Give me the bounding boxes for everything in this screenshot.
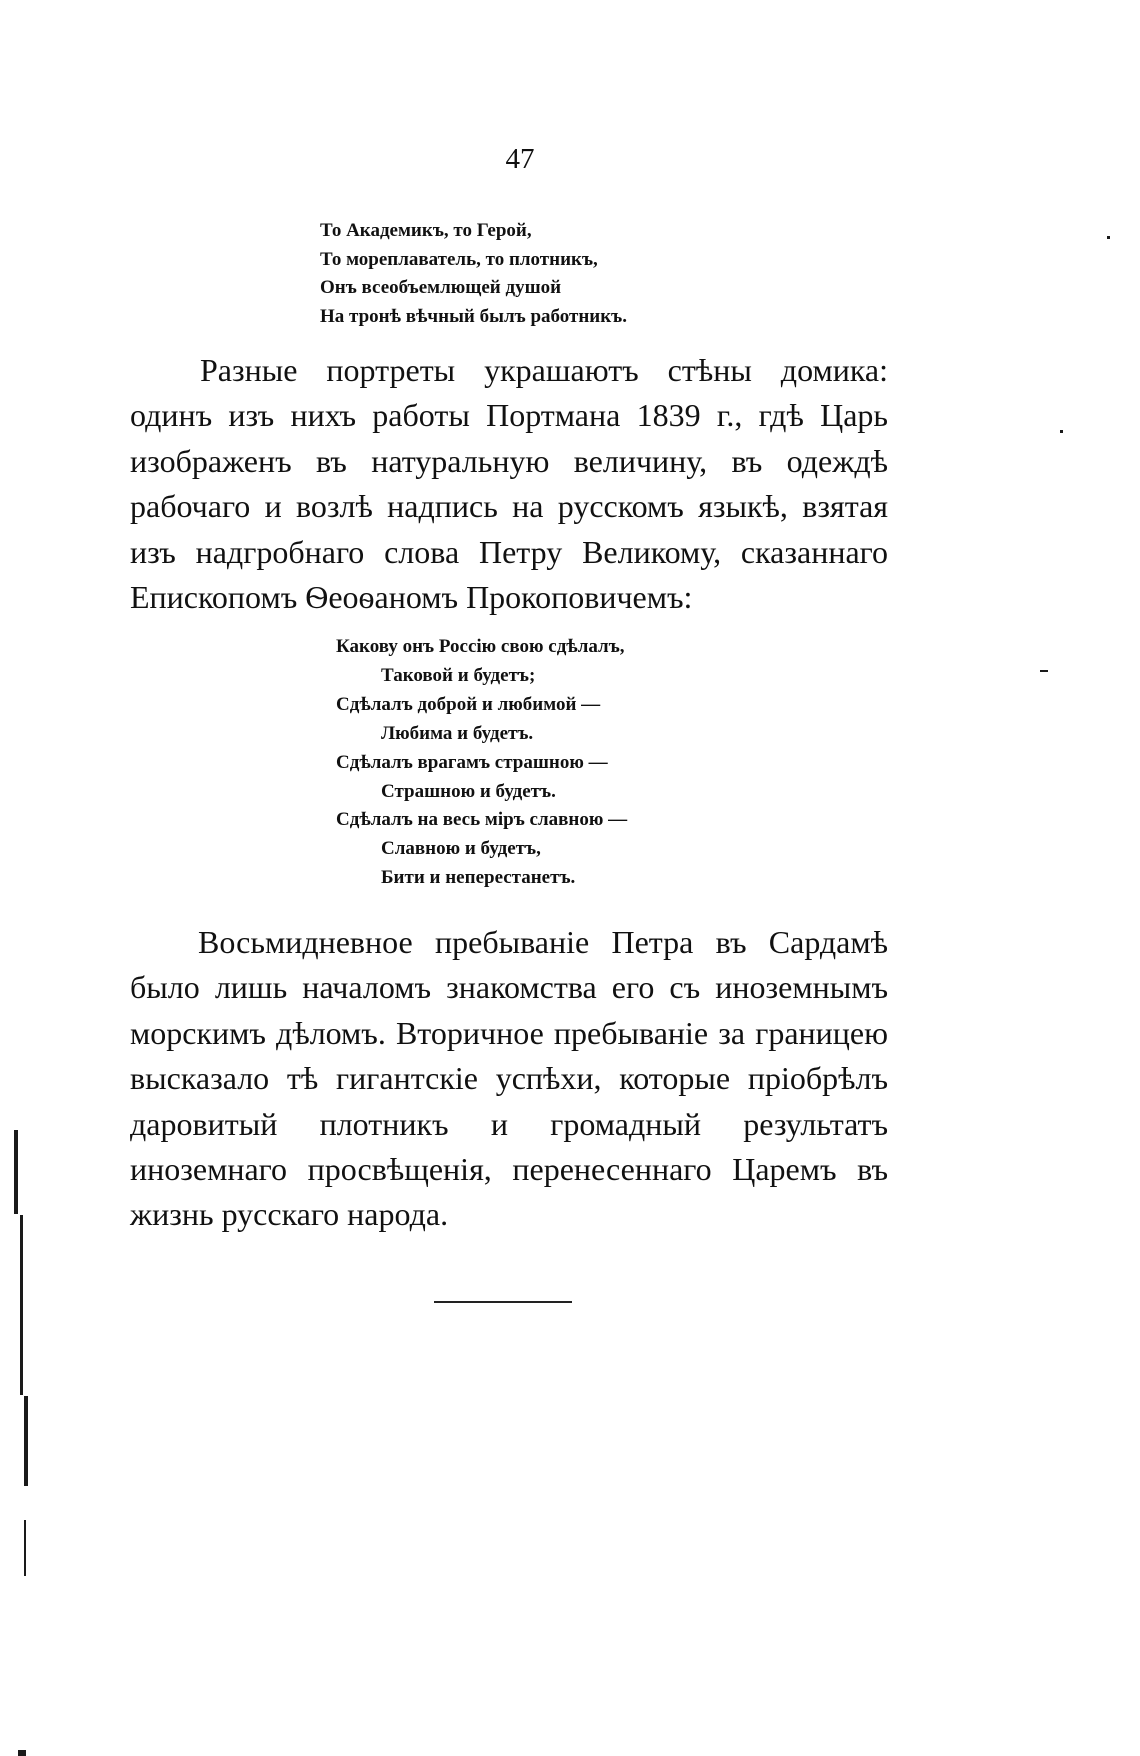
scan-mark	[24, 1520, 26, 1576]
scan-mark	[1107, 236, 1110, 239]
scan-mark	[14, 1130, 18, 1214]
verse-line: То мореплаватель, то плотникъ,	[320, 248, 598, 270]
verse-line: Любима и будетъ.	[381, 722, 534, 744]
scan-mark	[1040, 670, 1048, 672]
scan-mark	[1060, 430, 1063, 433]
scan-mark	[18, 1750, 26, 1756]
verse-line: Онъ всеобъемлющей душой	[320, 277, 562, 298]
verse-line: То Академикъ, то Герой,	[320, 220, 532, 241]
closing-rule	[434, 1301, 572, 1303]
verse-quatrain	[320, 217, 627, 331]
page-number: 47	[505, 143, 535, 175]
verse-line: Страшною и будетъ.	[381, 780, 556, 802]
verse-line: Таковой и будетъ;	[381, 664, 536, 686]
verse-line: Славною и будетъ,	[381, 838, 541, 860]
verse-line: Бити и неперестанетъ.	[381, 867, 576, 889]
verse-line: На тронѣ вѣчный былъ работникъ.	[320, 305, 628, 327]
verse-inscription	[336, 633, 627, 893]
paragraph-portraits: Разные портреты украшаютъ стѣны домика: одинъ изъ нихъ работы Портмана 1839 г., гдѣ Царь изображенъ въ натуральную величину, въ одеждѣ рабочаго и возлѣ надпись на русскомъ языкѣ, взятая изъ надгробнаго слова Петру Великому, сказаннаго Епископомъ Ѳеоѳаномъ Прокоповичемъ:	[130, 352, 888, 616]
verse-line: Сдѣлалъ доброй и любимой —	[336, 693, 601, 715]
paragraph-sardam: Восьмидневное пребываніе Петра въ Сардамѣ было лишь началомъ знакомства его съ иноземнымъ морскимъ дѣломъ. Вторичное пребываніе за границею высказало тѣ гигантскіе успѣхи, которые пріобрѣлъ даровитый плотникъ и громадный результатъ иноземнаго просвѣщенія, перенесеннаго Царемъ въ жизнь русскаго народа.	[130, 924, 888, 1233]
verse-line: Какову онъ Россію свою сдѣлалъ,	[336, 636, 625, 657]
verse-line: Сдѣлалъ врагамъ страшною —	[336, 751, 608, 773]
verse-line: Сдѣлалъ на весь міръ славною —	[336, 809, 628, 831]
scan-mark	[20, 1215, 23, 1395]
scan-mark	[24, 1396, 28, 1486]
